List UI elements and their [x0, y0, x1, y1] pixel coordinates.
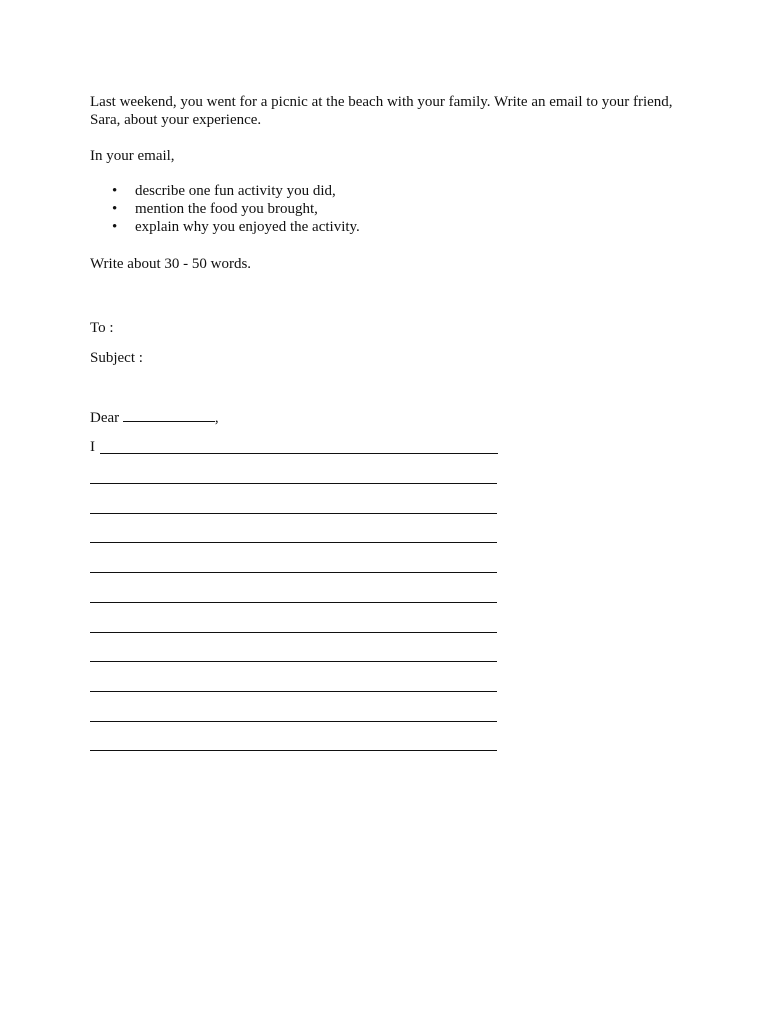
- subject-field-label: Subject :: [90, 350, 143, 366]
- writing-line[interactable]: [90, 661, 497, 662]
- writing-line[interactable]: [90, 750, 497, 751]
- writing-line[interactable]: [90, 483, 497, 484]
- dear-suffix: ,: [214, 410, 219, 426]
- bullet-icon: •: [112, 201, 118, 217]
- instruction-intro: In your email,: [90, 148, 175, 164]
- writing-line[interactable]: [90, 572, 497, 573]
- name-blank[interactable]: [123, 408, 215, 422]
- start-word: I: [90, 439, 95, 455]
- word-count-instruction: Write about 30 - 50 words.: [90, 256, 252, 272]
- bullet-icon: •: [112, 183, 118, 199]
- writing-line[interactable]: [90, 542, 497, 543]
- list-item-text: mention the food you brought,: [135, 201, 318, 217]
- dear-label: Dear: [90, 410, 120, 426]
- list-item: [90, 218, 360, 236]
- writing-line[interactable]: [100, 453, 498, 454]
- list-item-text: describe one fun activity you did,: [135, 183, 336, 199]
- list-item: [90, 200, 360, 218]
- writing-line[interactable]: [90, 721, 497, 722]
- task-prompt: Last weekend, you went for a picnic at the beach with your family. Write an email to your friend, Sara, about your experience.: [90, 94, 673, 128]
- writing-line[interactable]: [90, 691, 497, 692]
- writing-line[interactable]: [90, 602, 497, 603]
- list-item: [90, 182, 360, 200]
- to-field-label: To :: [90, 320, 114, 336]
- greeting-line: [90, 408, 219, 427]
- list-item-text: explain why you enjoyed the activity.: [135, 219, 360, 235]
- instruction-list: [90, 182, 360, 236]
- bullet-icon: •: [112, 219, 118, 235]
- writing-line[interactable]: [90, 513, 497, 514]
- writing-line[interactable]: [90, 632, 497, 633]
